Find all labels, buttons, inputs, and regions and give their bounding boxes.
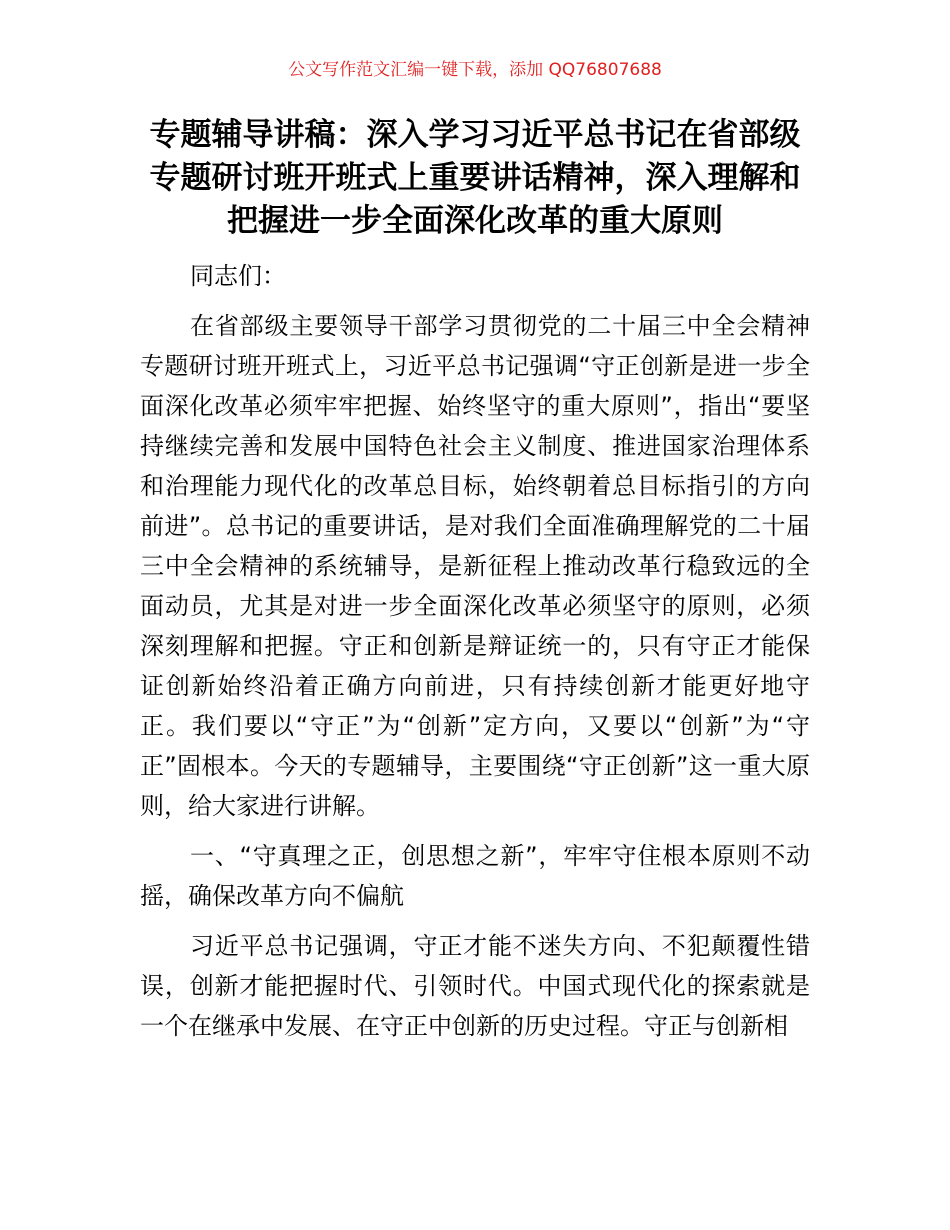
body-paragraph: 习近平总书记强调，守正才能不迷失方向、不犯颠覆性错误，创新才能把握时代、引领时代。中国式现代化的探索就是一个在继承中发展、在守正中创新的历史过程。守正与创新相 [140, 932, 810, 1040]
document-title: 专题辅导讲稿：深入学习习近平总书记在省部级专题研讨班开班式上重要讲话精神，深入理解和把握进一步全面深化改革的重大原则 [149, 117, 801, 239]
body-paragraph: 在省部级主要领导干部学习贯彻党的二十届三中全会精神专题研讨班开班式上，习近平总书记强调“守正创新是进一步全面深化改革必须牢牢把握、始终坚守的重大原则”，指出“要坚持继续完善和发展中国特色社会主义制度、推进国家治理体系和治理能力现代化的改革总目标，始终朝着总目标指引的方向前进”。总书记的重要讲话，是对我们全面准确理解党的二十届三中全会精神的系统辅导，是新征程上推动改革行稳致远的全面动员，尤其是对进一步全面深化改革必须坚守的原则，必须深刻理解和把握。守正和创新是辩证统一的，只有守正才能保证创新始终沿着正确方向前进，只有持续创新才能更好地守正。我们要以“守正”为“创新”定方向，又要以“创新”为“守正”固根本。今天的专题辅导，主要围绕“守正创新”这一重大原则，给大家进行讲解。 [140, 312, 810, 820]
document-body [140, 256, 810, 1056]
download-notice: 公文写作范文汇编一键下载，添加 QQ76807688 [288, 60, 662, 80]
salutation: 同志们： [190, 262, 286, 290]
section-heading: 一、“守真理之正，创思想之新”，牢牢守住根本原则不动摇，确保改革方向不偏航 [140, 842, 810, 910]
